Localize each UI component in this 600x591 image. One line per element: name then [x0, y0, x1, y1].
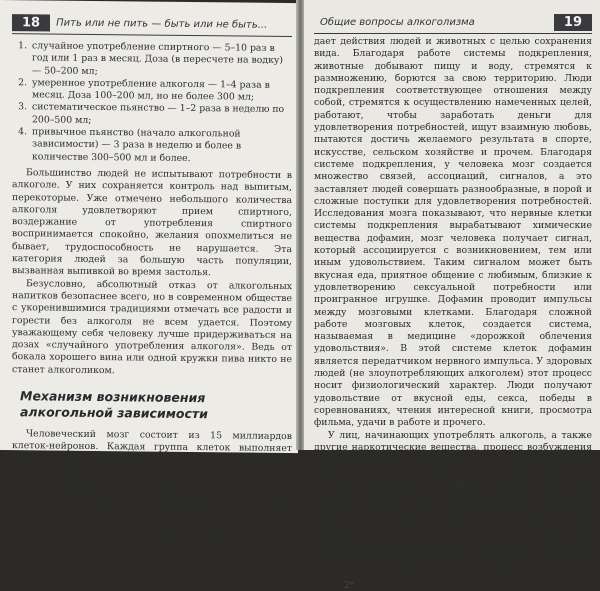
section-heading: Механизм возникновения алкогольной зависимости: [20, 388, 208, 422]
paragraph: Большинство людей не испытывают потребности в алкоголе. У них сохраняется контроль над выпитым, перекоторые. Уже отмечено небольшого количества алкоголя удовлетворяют прием спиртного, воздержание от употребления спиртного воспринимается спокойно, желания опохмелиться не бывает, трудоспособность не нарушается. Эта категория людей за большую часть популяции, вызванная выпивкой во время застолья.: [12, 167, 292, 279]
left-body-text-2: [12, 428, 292, 554]
paragraph: Человеческий мозг состоит из 15 миллиардов клеток-нейронов. Каждая группа клеток выполняет определенные функции для поддержания жизни человека. Работа мозга настолько сложна, что еще не изучена, исследования продолжаются. Но в науке о мозге достаточно данных, чтобы понять действие алкоголя и других наркотических веществ на человеческий мозг и организм в целом.: [12, 428, 292, 528]
signature-mark: 2*: [344, 581, 355, 591]
left-running-head: Пить или не пить — быть или не быть...: [56, 17, 268, 31]
right-page: [304, 0, 600, 591]
left-page-header: [12, 14, 292, 37]
right-body-text: [314, 36, 592, 577]
paragraph: В области мозга есть группа нервных клеток, которые отвечают: [12, 526, 292, 551]
consumption-list: [12, 40, 292, 166]
list-item: 2. умеренное употребление алкоголя — 1–4 раза в месяц. Доза 100–200 мл, но не более 300 мл;: [30, 77, 292, 104]
paragraph: Безусловно, абсолютный отказ от алкогольных напитков безопаснее всего, но в современном обществе с укоренившимися традициями отмечать все радости и горести без алкоголя не всем удается. Поэтому уважающему себя человеку лучше придерживаться на дозах «случайного употребления алкоголя». Ведь от бокала хорошего вина или одной кружки пива никто не станет алкоголиком.: [12, 277, 292, 376]
paragraph: дает действия людей и животных с целью сохранения вида. Благодаря работе системы подкрепления, животные добывают пищу и воду, стремятся к размножению, борются за свою территорию. Люди подкрепления соответствующее отношения между собой, стремятся к осуществлению намеченных целей, работают, чтобы заработать деньги для удовлетворения потребностей, ищут взаимную любовь, пытаются достичь желаемого результата в спорте, искусстве, сельском хозяйстве и прочем. Благодаря системе подкрепления, у человека мозг создается множество связей, ассоциаций, сигналов, а это заставляет людей совершать разнообразные, в порой и сложные поступки для удовлетворения потребностей. Исследования мозга показывают, что нервные клетки системы подкрепления вырабатывают химические вещества дофамин, мозг человека получает сигнал, который ассоциируется с возникновением, тем или иным удовольствием. Таким сигналом может быть вкусная еда, приятное общение с любимым, близкие к удовлетворению сексуальной потребности или проигранное игрушке. Дофамин проводит импульсы между мозговыми клетками. Благодаря сложной работе мозговых клеток, создается система, называемая в медицине «дорожкой облечения удовольствия». В этой системе клеток дофамин является передатчиком нервного импульса. У здоровых людей (не злоупотребляющих алкоголем) этот процесс носит физиологический характер. Люди получают удовольствие от вкусной еды, секса, победы в соревнованиях, чтения интересной книги, просмотра фильма, удачи в работе и прочего.: [314, 36, 592, 429]
right-running-head: Общие вопросы алкоголизма: [320, 17, 475, 28]
left-page-number: 18: [12, 14, 50, 31]
left-page: [0, 0, 298, 551]
list-item: 1. случайное употребление спиртного — 5–10 раз в год или 1 раз в месяц. Доза (в пересчете на водку) — 50–200 мл;: [30, 40, 292, 80]
left-body-text: [12, 167, 292, 379]
list-item: 3. систематическое пьянство — 1–2 раза в неделю по 200–500 мл;: [30, 102, 292, 129]
paragraph: У лиц, начинающих употреблять алкоголь, а также другие наркотические вещества, процесс возбуждения мозговых клеток стимулирует его производство. От высвобождения большого количества дофамина человек получает усиленное удовольствие, все проблемы забываются, жизнь представляется в другом цвете, все окружающее кажется «в розовом цвете». От красна и все окружающее люди временно тоже забывают, алкоголь или другие наркотические вещества, люди получают удовольствие от своих бед, и наслаждаются удовольствием. Однако со временем, например, от героина или кокаина. (Здесь нужно: [314, 429, 592, 576]
right-page-number: 19: [554, 14, 592, 31]
list-item: 4. привычное пьянство (начало алкогольной зависимости) — 3 раза в неделю и более в количестве 300–500 мл и более.: [30, 126, 292, 166]
right-page-header: [314, 14, 592, 34]
